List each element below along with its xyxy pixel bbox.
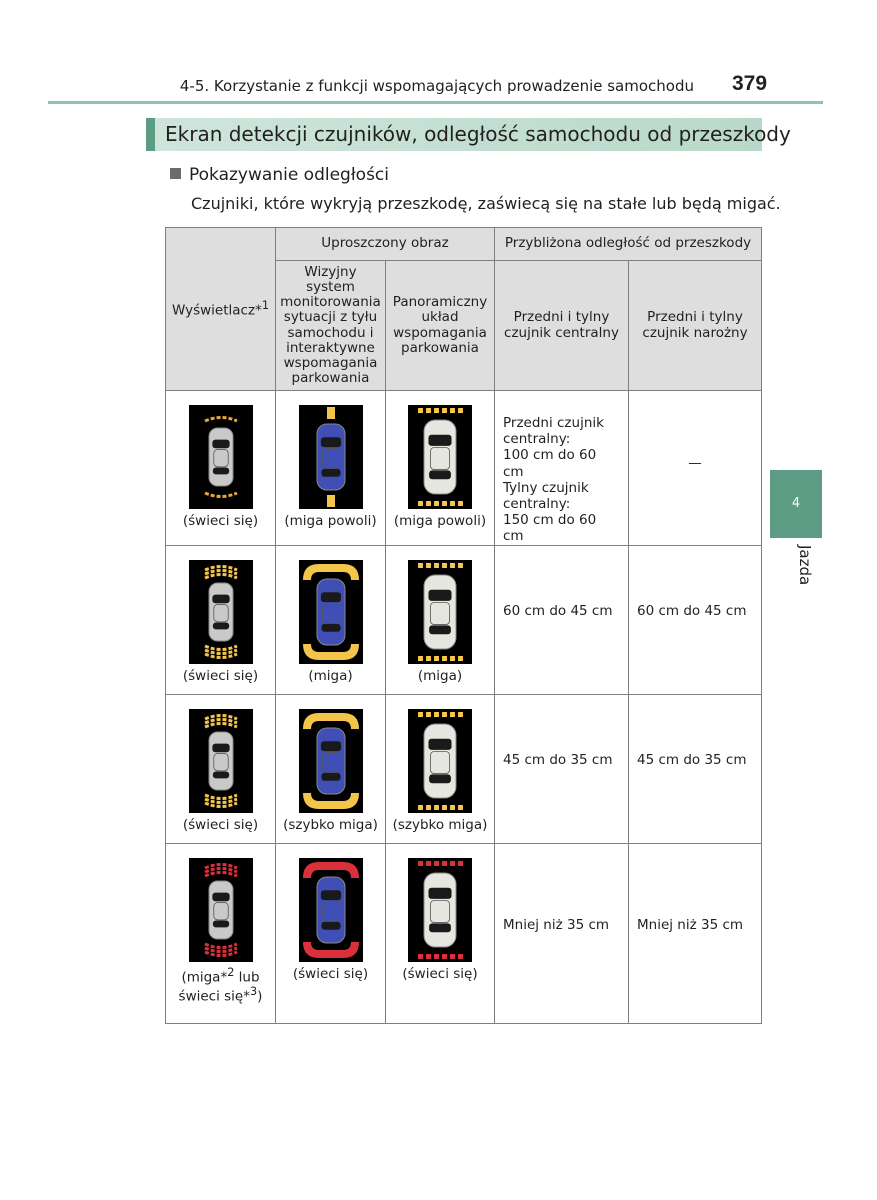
panoramic-cell bbox=[386, 545, 495, 694]
header-rule bbox=[48, 101, 823, 104]
panoramic-caption: (świeci się) bbox=[402, 965, 478, 982]
section-title: Ekran detekcji czujników, odległość samochodu od przeszkody bbox=[146, 118, 762, 151]
monitor-cell bbox=[276, 391, 386, 546]
display-screen-image bbox=[189, 858, 253, 962]
display-cell bbox=[166, 545, 276, 694]
monitor-car-drawing bbox=[299, 858, 363, 962]
display-header-text: Wyświetlacz* bbox=[172, 302, 262, 319]
monitor-screen-image bbox=[299, 858, 363, 962]
table-row bbox=[166, 391, 762, 546]
panoramic-caption: (szybko miga) bbox=[392, 816, 488, 833]
simplified-header: Uproszczony obraz bbox=[276, 228, 495, 261]
panoramic-screen-image bbox=[408, 560, 472, 664]
center-line: 100 cm do 60 cm bbox=[503, 447, 597, 480]
panoramic-caption: (miga) bbox=[417, 667, 463, 684]
table-row bbox=[166, 843, 762, 1023]
panoramic-screen-image bbox=[408, 858, 472, 962]
caption-part: ) bbox=[257, 988, 263, 1005]
panoramic-car-drawing bbox=[408, 405, 472, 509]
page-number: 379 bbox=[732, 72, 768, 95]
corner-sensor-header: Przedni i tylny czujnik narożny bbox=[629, 261, 762, 391]
display-car-drawing bbox=[189, 709, 253, 813]
center-distance-cell bbox=[495, 391, 629, 546]
panoramic-car-drawing bbox=[408, 709, 472, 813]
corner-distance-cell: — bbox=[629, 391, 762, 546]
panoramic-cell bbox=[386, 694, 495, 843]
display-car-drawing bbox=[189, 858, 253, 962]
monitor-system-header: Wizyjny system monitorowania sytuacji z tyłu samochodu i interaktywne wspomagania parkowania bbox=[276, 261, 386, 391]
corner-distance-cell: 60 cm do 45 cm bbox=[629, 545, 762, 694]
display-caption: (świeci się) bbox=[182, 667, 259, 684]
caption-part: (miga* bbox=[181, 969, 228, 985]
panoramic-caption: (miga powoli) bbox=[393, 513, 487, 529]
panoramic-screen-image bbox=[408, 405, 472, 509]
table-row bbox=[166, 545, 762, 694]
table-header-row bbox=[166, 228, 762, 261]
approx-distance-header: Przybliżona odległość od przeszkody bbox=[495, 228, 762, 261]
panoramic-header: Panoramiczny układ wspomagania parkowania bbox=[386, 261, 495, 391]
caption-part: świeci się* bbox=[178, 988, 250, 1005]
display-screen-image bbox=[189, 560, 253, 664]
panoramic-car-drawing bbox=[408, 858, 472, 962]
header-title: 4-5. Korzystanie z funkcji wspomagających prowadzenie samochodu bbox=[179, 77, 694, 95]
panoramic-car-drawing bbox=[408, 560, 472, 664]
center-sensor-header: Przedni i tylny czujnik centralny bbox=[495, 261, 629, 391]
monitor-cell bbox=[276, 694, 386, 843]
panoramic-cell bbox=[386, 843, 495, 1023]
caption-part: lub bbox=[234, 969, 260, 985]
monitor-caption: (szybko miga) bbox=[283, 816, 378, 833]
center-line: Tylny czujnik bbox=[503, 479, 589, 496]
display-header bbox=[166, 228, 276, 391]
sub-heading bbox=[170, 165, 389, 185]
center-line: 150 cm do 60 cm bbox=[503, 512, 597, 545]
footnote-marker: 3 bbox=[249, 984, 258, 998]
monitor-car-drawing bbox=[299, 709, 363, 813]
center-line: centralny: bbox=[503, 495, 571, 512]
display-car-drawing bbox=[189, 405, 253, 509]
panoramic-screen-image bbox=[408, 709, 472, 813]
display-cell bbox=[166, 694, 276, 843]
chapter-label: Jazda bbox=[796, 545, 814, 586]
panoramic-cell bbox=[386, 391, 495, 546]
display-car-drawing bbox=[189, 560, 253, 664]
monitor-cell bbox=[276, 545, 386, 694]
distance-table bbox=[165, 227, 762, 1024]
monitor-caption: (miga) bbox=[308, 667, 353, 684]
monitor-screen-image bbox=[299, 560, 363, 664]
monitor-screen-image bbox=[299, 709, 363, 813]
square-bullet-icon bbox=[170, 168, 181, 179]
footnote-marker: 2 bbox=[227, 965, 235, 979]
display-cell bbox=[166, 391, 276, 546]
center-distance-cell: 45 cm do 35 cm bbox=[495, 694, 629, 843]
monitor-car-drawing bbox=[299, 405, 363, 509]
display-caption bbox=[167, 967, 274, 1005]
monitor-car-drawing bbox=[299, 560, 363, 664]
center-line: Przedni czujnik bbox=[503, 415, 604, 431]
corner-distance-cell: Mniej niż 35 cm bbox=[629, 843, 762, 1023]
sub-heading-text: Pokazywanie odległości bbox=[189, 165, 389, 185]
corner-distance-cell: 45 cm do 35 cm bbox=[629, 694, 762, 843]
intro-text: Czujniki, które wykryją przeszkodę, zaświecą się na stałe lub będą migać. bbox=[191, 194, 781, 213]
monitor-caption: (miga powoli) bbox=[284, 513, 377, 529]
display-caption: (świeci się) bbox=[182, 513, 259, 529]
table-row bbox=[166, 694, 762, 843]
display-screen-image bbox=[189, 405, 253, 509]
monitor-caption: (świeci się) bbox=[292, 965, 369, 982]
monitor-screen-image bbox=[299, 405, 363, 509]
chapter-tab[interactable]: 4 bbox=[770, 470, 822, 538]
footnote-marker: 1 bbox=[261, 298, 269, 312]
center-distance-cell: 60 cm do 45 cm bbox=[495, 545, 629, 694]
display-screen-image bbox=[189, 709, 253, 813]
center-distance-cell: Mniej niż 35 cm bbox=[495, 843, 629, 1023]
display-caption: (świeci się) bbox=[182, 816, 259, 833]
center-line: centralny: bbox=[503, 431, 571, 448]
display-cell bbox=[166, 843, 276, 1023]
monitor-cell bbox=[276, 843, 386, 1023]
